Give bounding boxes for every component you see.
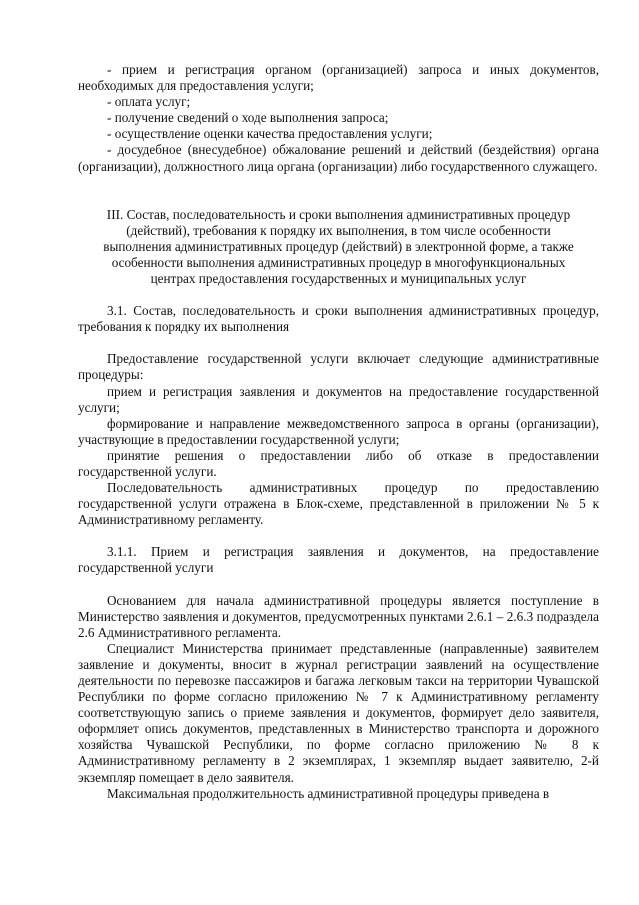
paragraph: Максимальная продолжительность административной процедуры приведена в (107, 785, 550, 801)
paragraph: принятие решения о предоставлении либо об отказе в предоставлении государственной услуги. (78, 447, 599, 479)
paragraph: Основанием для начала административной процедуры является поступление в Министерство заявления и документов, предусмотренных пунктами 2.6.1 – 2.6.3 подраздела 2.6 Административного регламента. (78, 592, 599, 640)
list-item: - получение сведений о ходе выполнения запроса; (107, 110, 389, 126)
subsection-3-1-1-body (78, 593, 599, 802)
list-item: - прием и регистрация органом (организацией) запроса и иных документов, необходимых для предоставления услуги; (78, 62, 599, 94)
subsection-heading-3-1: 3.1. Состав, последовательность и сроки выполнения административных процедур, требования к порядку их выполнения (78, 303, 599, 335)
paragraph: формирование и направление межведомственного запроса в органы (организации), участвующие в предоставлении государственной услуги; (78, 415, 599, 447)
subsection-3-1-body (78, 351, 599, 528)
section-heading: III. Состав, последовательность и сроки выполнения административных процедур (действий), требования к порядку их выполнения, в том числе особенности выполнения административных процедур (действий) в электронной форме, а также особенности выполнения административных процедур в многофункциональных центрах предоставления государственных и муниципальных услуг (103, 206, 574, 287)
list-item: - оплата услуг; (107, 94, 191, 110)
list-item: - осуществление оценки качества предоставления услуги; (107, 126, 433, 142)
list-item: - досудебное (внесудебное) обжалование решений и действий (бездействия) органа (организации), должностного лица органа (организации) либо государственного служащего. (78, 142, 599, 174)
paragraph: Последовательность административных процедур по предоставлению государственной услуги отражена в Блок-схеме, представленной в приложении № 5 к Административному регламенту. (78, 480, 599, 528)
document-page (78, 62, 599, 802)
subsection-heading-3-1-1: 3.1.1. Прием и регистрация заявления и документов, на предоставление государственной услуги (78, 544, 599, 576)
intro-list (78, 62, 599, 175)
paragraph: Специалист Министерства принимает представленные (направленные) заявителем заявление и документы, вносит в журнал регистрации заявлений на осуществление деятельности по перевозке пассажиров и багажа легковым такси на территории Чувашской Республики по форме согласно приложению № 7 к Административному регламенту соответствующую запись о приеме заявления и документов, формирует дело заявителя, оформляет опись документов, представленных в Министерство транспорта и дорожного хозяйства Чувашской Республики, по форме согласно приложению № 8 к Административному регламенту в 2 экземплярах, 1 экземпляр выдает заявителю, 2-й экземпляр помещает в дело заявителя. (78, 640, 599, 785)
paragraph: прием и регистрация заявления и документов на предоставление государственной услуги; (78, 383, 599, 415)
paragraph: Предоставление государственной услуги включает следующие административные процедуры: (78, 351, 599, 383)
